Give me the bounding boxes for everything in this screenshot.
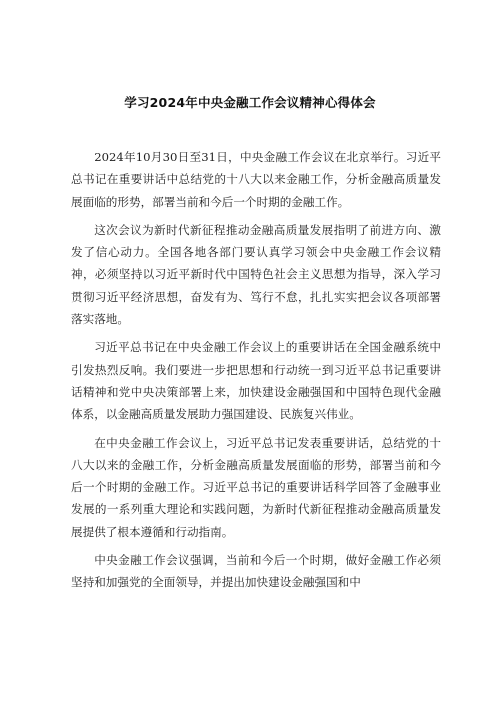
paragraph: 这次会议为新时代新征程推动金融高质量发展指明了前进方向、激发了信心动力。全国各地各部门要认真学习领会中央金融工作会议精神，必须坚持以习近平新时代中国特色社会主义思想为指导，深入学习贯彻习近平经济思想，奋发有为、笃行不怠，扎扎实实把会议各项部署落实落地。: [71, 222, 441, 327]
paragraph: 在中央金融工作会议上，习近平总书记发表重要讲话，总结党的十八大以来的金融工作，分析金融高质量发展面临的形势，部署当前和今后一个时期的金融工作。习近平总书记的重要讲话科学回答了金融事业发展的一系列重大理论和实践问题，为新时代新征程推动金融高质量发展提供了根本遵循和行动指南。: [71, 435, 441, 539]
document-title: 学习2024年中央金融工作会议精神心得体会: [124, 95, 376, 110]
paragraph: 2024年10月30日至31日，中央金融工作会议在北京举行。习近平总书记在重要讲话中总结党的十八大以来金融工作，分析金融高质量发展面临的形势，部署当前和今后一个时期的金融工作。: [71, 150, 441, 209]
paragraph: 中央金融工作会议强调，当前和今后一个时期，做好金融工作必须坚持和加强党的全面领导，并提出加快建设金融强国和中: [71, 553, 441, 590]
paragraph: 习近平总书记在中央金融工作会议上的重要讲话在全国金融系统中引发热烈反响。我们要进一步把思想和行动统一到习近平总书记重要讲话精神和党中央决策部署上来，加快建设金融强国和中国特色现代金融体系，以金融高质量发展助力强国建设、民族复兴伟业。: [71, 340, 441, 422]
document-body: [71, 146, 441, 600]
